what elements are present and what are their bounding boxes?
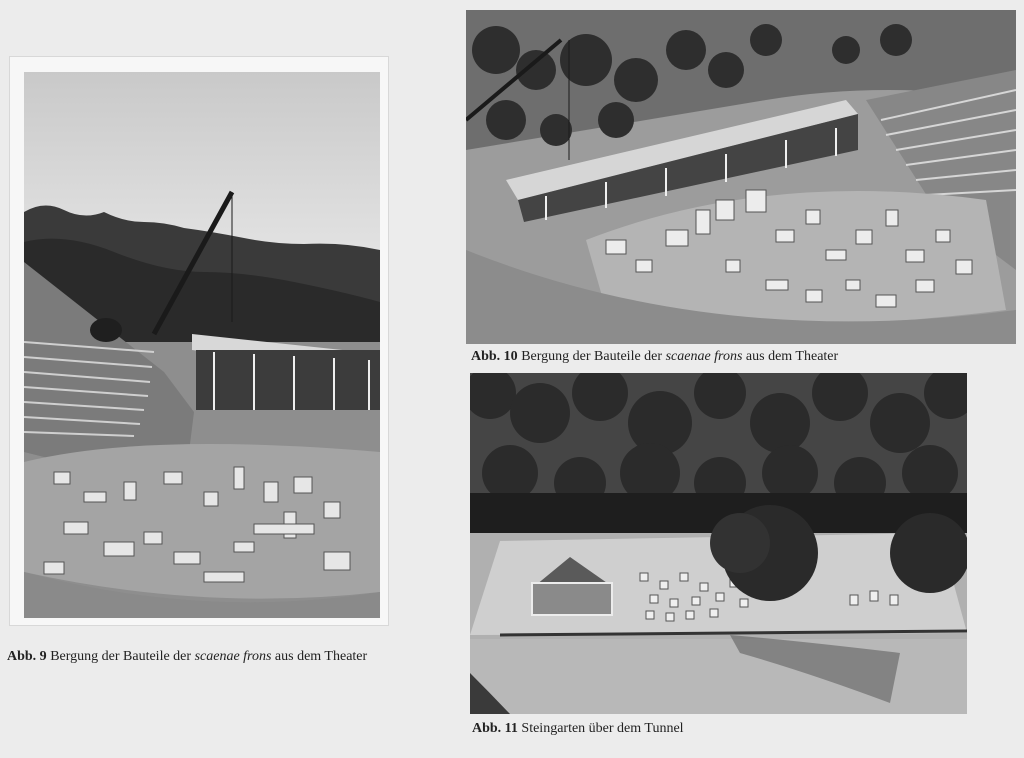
photo-abb-9-theater-excavation <box>24 72 380 618</box>
caption-text: Steingarten über dem Tunnel <box>517 721 684 736</box>
caption-text: Bergung der Bauteile der <box>46 649 195 664</box>
figure-label: Abb. 11 <box>472 721 518 736</box>
caption-text-end: aus dem Theater <box>271 649 368 664</box>
photo-abb-11-stone-garden <box>470 373 967 714</box>
caption-text: Bergung der Bauteile der <box>517 349 666 364</box>
caption-abb-10 <box>471 349 838 365</box>
photo-abb-10-theater-aerial <box>466 10 1016 344</box>
caption-italic-term: scaenae frons <box>194 649 272 664</box>
caption-abb-9 <box>7 649 367 665</box>
caption-italic-term: scaenae frons <box>665 349 743 364</box>
figure-label: Abb. 9 <box>7 649 47 664</box>
caption-text-end: aus dem Theater <box>742 349 839 364</box>
caption-abb-11 <box>472 721 684 737</box>
figure-label: Abb. 10 <box>471 349 518 364</box>
